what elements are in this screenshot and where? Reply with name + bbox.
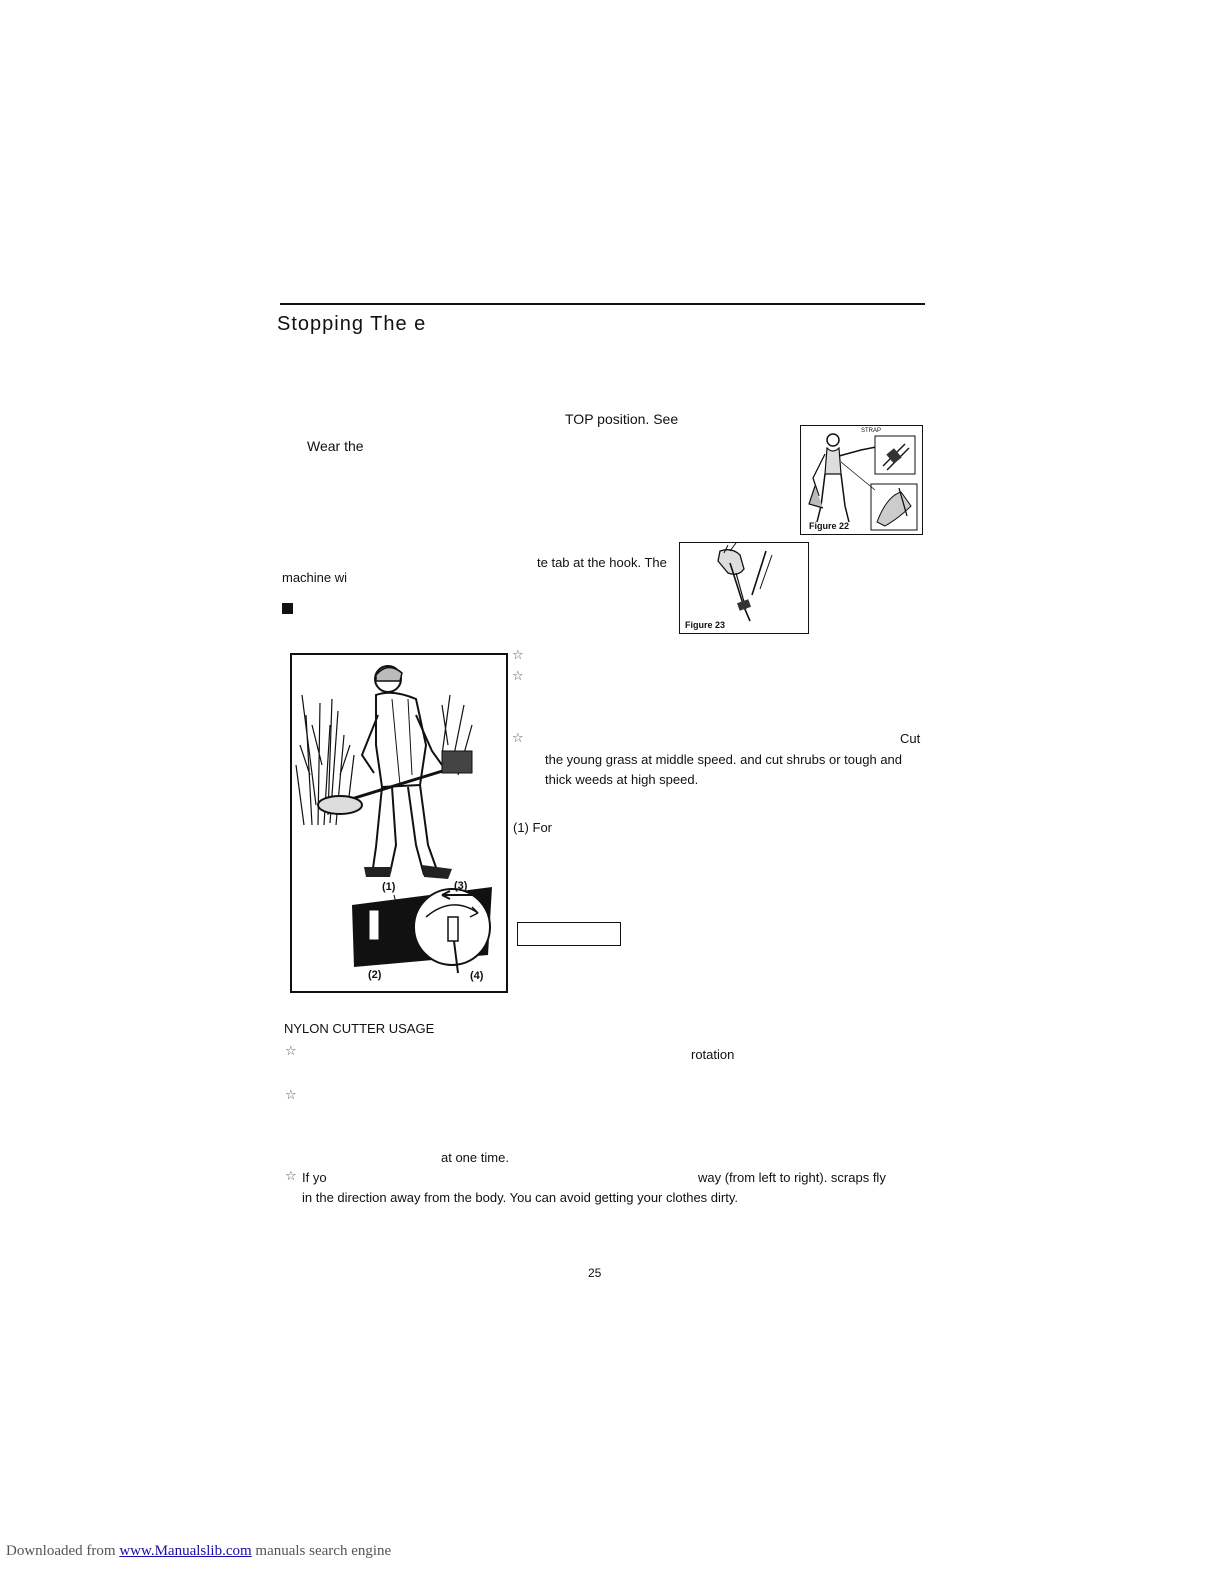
text-machine-wi: machine wi — [282, 570, 348, 585]
footer-suffix: manuals search engine — [251, 1543, 392, 1559]
text-direction-away: in the direction away from the body. You can avoid getting your clothes dirty. — [302, 1190, 738, 1205]
figure-22-strap-label: STRAP — [861, 428, 882, 434]
text-tab-hook: te tab at the hook. The — [537, 555, 667, 570]
star-bullet-icon: ☆ — [512, 731, 524, 746]
bullet-square-icon — [282, 603, 293, 614]
figure-22 — [800, 425, 923, 535]
section-title: Stopping The e — [277, 313, 427, 335]
text-wear-the — [307, 438, 365, 454]
text-top-position: TOP position. See — [565, 411, 679, 427]
figure-operator-label-1: (1) — [382, 881, 396, 893]
figure-operator-cutting — [290, 653, 508, 993]
figure-operator-label-2: (2) — [368, 969, 382, 981]
text-at-one-time: at one time. — [441, 1150, 509, 1165]
text-if-yo: If yo — [302, 1170, 327, 1185]
page-number: 25 — [588, 1266, 602, 1280]
figure-22-caption: Figure 22 — [809, 521, 850, 531]
nylon-heading: NYLON CUTTER USAGE — [284, 1021, 435, 1036]
figure-23-caption: Figure 23 — [685, 620, 726, 630]
star-bullet-icon: ☆ — [512, 648, 524, 663]
star-bullet-icon: ☆ — [285, 1044, 297, 1059]
star-bullet-icon: ☆ — [285, 1088, 297, 1103]
text-wear-the-e: e — [355, 438, 365, 454]
footer-manualslib-link[interactable]: www.Manualslib.com — [119, 1543, 252, 1559]
text-wear-the-main: Wear th — [307, 438, 356, 454]
footer-download-note — [6, 1543, 391, 1560]
figure-operator-label-3: (3) — [454, 880, 468, 892]
star-bullet-icon: ☆ — [285, 1169, 297, 1184]
text-young-grass: the young grass at middle speed. and cut shrubs or tough and — [545, 752, 903, 767]
figure-23 — [679, 542, 809, 634]
section-rule — [280, 303, 925, 305]
text-way-left-right: way (from left to right). scraps fly — [698, 1170, 886, 1185]
empty-box — [517, 922, 621, 946]
text-thick-weeds: thick weeds at high speed. — [545, 772, 699, 787]
text-rotation: rotation — [691, 1047, 735, 1062]
footer-prefix: Downloaded from — [6, 1543, 120, 1559]
text-for-1: (1) For — [513, 820, 552, 835]
figure-operator-label-4: (4) — [470, 970, 484, 982]
star-bullet-icon: ☆ — [512, 669, 524, 684]
text-cut: Cut — [900, 731, 921, 746]
